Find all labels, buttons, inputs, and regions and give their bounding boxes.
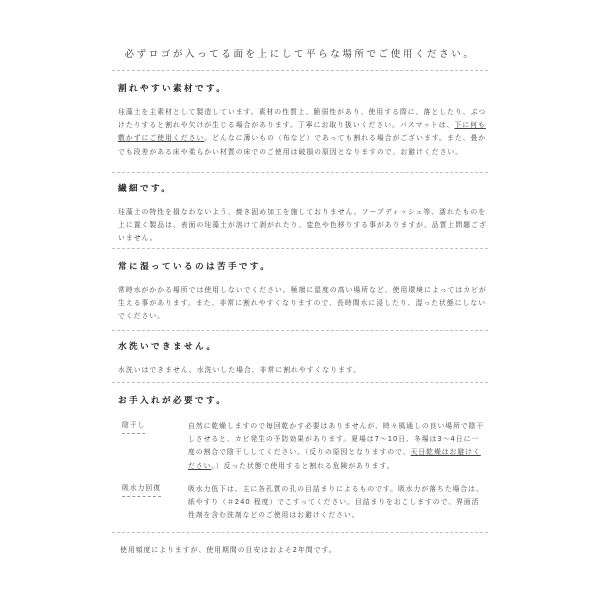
- body-text: 自然に乾燥しますので毎回乾かす必要はありませんが、時々風通しの良い場所で陰干しさせると、カビ発生の予防効果があります。夏場は7〜10日、冬場は3〜4日に一度の割合で陰干ししてください。（反りの原因となりますので、: [188, 422, 485, 457]
- body-text: 。）反った状態で使用すると割れる危険があります。: [211, 461, 395, 470]
- section-heading: 割れやすい素材です。: [118, 84, 228, 94]
- section-delicate: [118, 182, 488, 246]
- care-text: 吸水力低下は、主に各孔質の孔の目詰まりによるものです。吸水力が落ちた場合は、紙やすり（＃240 程度）でこすってください。目詰まりをおこしますので、界面活性剤を含む洗剤などのご使用はお避けください。: [188, 484, 484, 520]
- care-item: [118, 420, 488, 473]
- divider: [112, 382, 488, 383]
- section-body: 水洗いはできません。水洗いした場合、非常に割れやすくなります。: [118, 366, 362, 374]
- section-humidity: [118, 260, 488, 324]
- section-heading: お手入れが必要です。: [118, 396, 228, 406]
- divider: [112, 248, 488, 249]
- care-label: 陰干し: [122, 420, 145, 434]
- underlined-text: 下に何も敷かずにご使用ください: [118, 121, 486, 143]
- care-item: [118, 483, 488, 523]
- section-body: 常時水がかかる場所では使用しないでください。極端に湿度の高い場所など、使用環境によってはカビが生える事があります。また、非常に割れやすくなりますので、長時間水に浸したり、湿った状態にしないでください。: [118, 286, 487, 321]
- care-text: [188, 420, 486, 473]
- section-heading: 水洗いできません。: [118, 342, 218, 352]
- usage-period-note: 使用頻度によりますが、使用期間の目安はおよそ2年間です。: [120, 546, 337, 554]
- section-heading: 繊細です。: [118, 184, 173, 194]
- section-body: 珪藻土の特性を損なわないよう、焼き固め加工を施しておりません。ソープディッシュ等、濡れたものを上に置く製品は、表面の珪藻土が溶けて剥がれたり、変色や色移りする事がありますが、品質上問題ございません。: [118, 208, 487, 243]
- section-body: [118, 106, 488, 159]
- section-care: [118, 394, 488, 522]
- intro-notice: 必ずロゴが入ってる面を上にして平らな場所でご使用ください。: [124, 49, 476, 60]
- body-text: 。どんなに薄いもの（布など）であっても割れる場合がございます。また、畳かでも段差がある床や柔らかい材質の床でのご使用は破損の原因となりますので、お避けください。: [118, 134, 487, 156]
- underlined-text: 天日乾燥はお避けください: [188, 448, 481, 470]
- divider: [112, 330, 488, 331]
- divider: [112, 532, 488, 533]
- care-label: 吸水力回復: [122, 483, 161, 497]
- section-fragile: [118, 82, 488, 159]
- section-no-wash: [118, 340, 488, 377]
- divider: [112, 70, 488, 71]
- divider: [112, 172, 488, 173]
- body-text: 珪藻土を主素材として製造しています。素材の性質上、脆弱性があり、使用する際に、落としたり、ぶつけたりすると割れや欠けが生じる場合があります。丁寧にお取り扱いください。バスマットは、: [118, 108, 487, 130]
- section-heading: 常に湿っているのは苦手です。: [118, 262, 272, 272]
